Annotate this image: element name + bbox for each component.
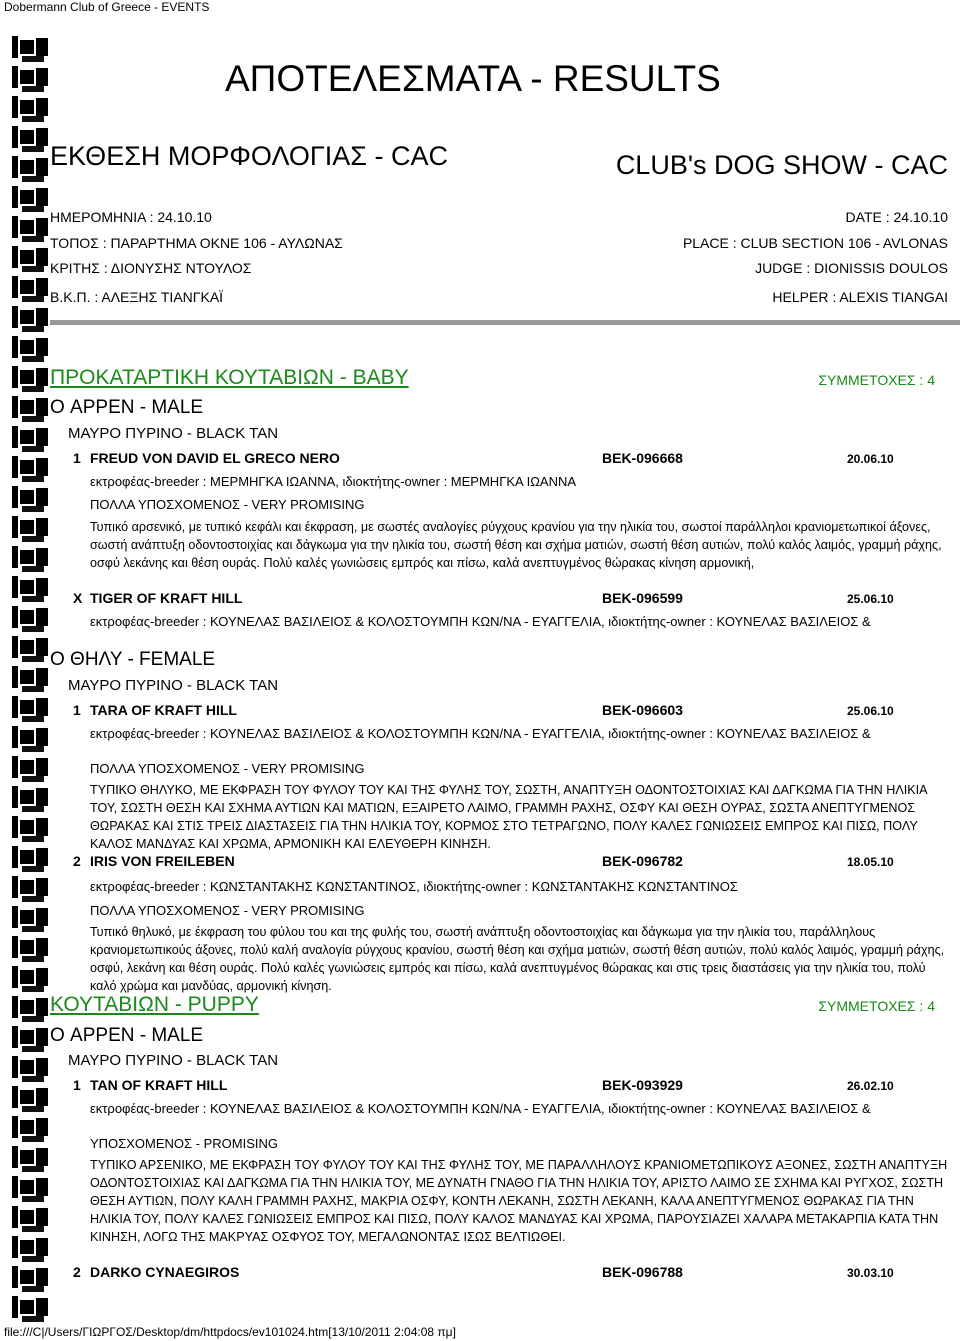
helper-greek: Β.Κ.Π. : ΑΛΕΞΗΣ ΤΙΑΝΓΚΑΪ	[50, 289, 224, 305]
sex-male-heading: O ΑΡΡΕΝ - MALE	[50, 1025, 204, 1046]
event-title-english: CLUB's DOG SHOW - CAC	[615, 150, 948, 180]
date-english: DATE : 24.10.10	[845, 209, 948, 225]
dog-rank: 2	[73, 853, 81, 869]
decorative-border	[10, 36, 52, 1326]
dog-rank: 1	[73, 702, 81, 718]
grade: ΠΟΛΛΑ ΥΠΟΣΧΟΜΕΝΟΣ - VERY PROMISING	[90, 761, 365, 776]
color-heading: ΜΑΥΡΟ ΠΥΡΙΝΟ - BLACK TAN	[68, 1052, 279, 1069]
breeder-owner: εκτροφέας-breeder : ΚΟΥΝΕΛΑΣ ΒΑΣΙΛΕΙΟΣ & ΚΟΛΟΣΤΟΥΜΠΗ ΚΩΝ/ΝΑ - ΕΥΑΓΓΕΛΙΑ, ιδιοκτήτης-owner : ΚΟΥΝΕΛΑΣ ΒΑΣΙΛΕΙΟΣ &	[90, 726, 871, 741]
breeder-owner: εκτροφέας-breeder : ΚΩΝΣΤΑΝΤΑΚΗΣ ΚΩΝΣΤΑΝΤΙΝΟΣ, ιδιοκτήτης-owner : ΚΩΝΣΤΑΝΤΑΚΗΣ ΚΩΝΣΤΑΝΤΙΝΟΣ	[90, 879, 738, 894]
dog-rank: 1	[73, 450, 81, 466]
dog-name: TAN OF KRAFT HILL	[90, 1077, 228, 1093]
sex-male-heading: O ΑΡΡΕΝ - MALE	[50, 397, 204, 418]
grade: ΠΟΛΛΑ ΥΠΟΣΧΟΜΕΝΟΣ - VERY PROMISING	[90, 497, 365, 512]
dog-registration: BEK-096788	[602, 1264, 683, 1280]
dog-registration: BEK-093929	[602, 1077, 683, 1093]
dog-rank: 2	[73, 1264, 81, 1280]
breeder-owner: εκτροφέας-breeder : ΚΟΥΝΕΛΑΣ ΒΑΣΙΛΕΙΟΣ & ΚΟΛΟΣΤΟΥΜΠΗ ΚΩΝ/ΝΑ - ΕΥΑΓΓΕΛΙΑ, ιδιοκτήτης-owner : ΚΟΥΝΕΛΑΣ ΒΑΣΙΛΕΙΟΣ &	[90, 614, 871, 629]
dog-birthdate: 26.02.10	[847, 1079, 894, 1093]
dog-name: DARKO CYNAEGIROS	[90, 1264, 240, 1280]
divider	[50, 320, 960, 325]
judge-greek: ΚΡΙΤΗΣ : ΔΙΟΝΥΣΗΣ ΝΤΟΥΛΟΣ	[50, 260, 252, 276]
category-title-baby: ΠΡΟΚΑΤΑΡΤΙΚΗ ΚΟΥΤΑΒΙΩΝ - BABY	[50, 366, 409, 389]
participants-puppy: ΣΥΜΜΕΤΟΧΕΣ : 4	[818, 998, 935, 1014]
color-heading: ΜΑΥΡΟ ΠΥΡΙΝΟ - BLACK TAN	[68, 677, 279, 694]
dog-name: FREUD VON DAVID EL GRECO NERO	[90, 450, 340, 466]
dog-birthdate: 30.03.10	[847, 1266, 894, 1280]
color-heading: ΜΑΥΡΟ ΠΥΡΙΝΟ - BLACK TAN	[68, 425, 279, 442]
place-greek: ΤΟΠΟΣ : ΠΑΡΑΡΤΗΜΑ ΟΚΝΕ 106 - ΑΥΛΩΝΑΣ	[50, 235, 343, 251]
dog-registration: BEK-096599	[602, 590, 683, 606]
dog-birthdate: 18.05.10	[847, 855, 894, 869]
dog-description: Τυπικό αρσενικό, με τυπικό κεφάλι και έκφραση, με σωστές αναλογίες ρύγχους κρανίου για την ηλικία του, σωστοί παράλληλοι κρανιομετωπικοί άξονες, σωστή ανάπτυξη οδοντοστοιχίας και δάγκωμα για την ηλικία του, σωστή θέση και σχήμα ματιών, σωστή θέση αυτιών, πολύ καλός λαιμός, γραμμή ράχης, οσφύ λεκάνης και θέση ουράς. Πολύ καλές γωνιώσεις εμπρός και πίσω, καλά ανεπτυγμένος θώρακας κίνηση αρμονική,	[90, 520, 942, 570]
dog-registration: BEK-096603	[602, 702, 683, 718]
file-path-footer: file:///C|/Users/ΓΙΩΡΓΟΣ/Desktop/dm/httpdocs/ev101024.htm[13/10/2011 2:04:08 πμ]	[4, 1325, 456, 1339]
page-header: Dobermann Club of Greece - EVENTS	[4, 0, 210, 14]
dog-description: ΤΥΠΙΚΟ ΑΡΣΕΝΙΚΟ, ΜΕ ΕΚΦΡΑΣΗ ΤΟΥ ΦΥΛΟΥ ΤΟΥ ΚΑΙ ΤΗΣ ΦΥΛΗΣ ΤΟΥ, ΜΕ ΠΑΡΑΛΛΗΛΟΥΣ ΚΡΑΝΙΟΜΕΤΩΠΙΚΟΥΣ ΑΞΟΝΕΣ, ΣΩΣΤΗ ΑΝΑΠΤΥΞΗ ΟΔΟΝΤΟΣΤΟΙΧΙΑΣ ΚΑΙ ΔΑΓΚΩΜΑ ΓΙΑ ΤΗΝ ΗΛΙΚΙΑ ΤΟΥ, ΜΕ ΔΥΝΑΤΗ ΓΝΑΘΟ ΓΙΑ ΤΗΝ ΗΛΙΚΙΑ ΤΟΥ, ΑΡΙΣΤΟ ΛΑΙΜΟ ΣΕ ΣΧΗΜΑ ΚΑΙ ΡΥΓΧΟΣ, ΣΩΣΤΗ ΘΕΣΗ ΑΥΤΙΩΝ, ΠΟΛΥ ΚΑΛΗ ΓΡΑΜΜΗ ΡΑΧΗΣ, ΜΑΚΡΙΑ ΟΣΦΥ, ΚΟΝΤΗ ΛΕΚΑΝΗ, ΣΩΣΤΗ ΛΕΚΑΝΗ, ΚΑΛΑ ΑΝΕΠΤΥΓΜΕΝΟΣ ΘΩΡΑΚΑΣ ΓΙΑ ΤΗΝ ΗΛΙΚΙΑ ΤΟΥ, ΠΟΛΥ ΚΑΛΕΣ ΓΩΝΙΩΣΕΙΣ ΕΜΠΡΟΣ ΚΑΙ ΠΙΣΩ, ΠΟΛΥ ΚΑΛΟΣ ΜΑΝΔΥΑΣ ΚΑΙ ΧΡΩΜΑ, ΠΑΡΟΥΣΙΑΖΕΙ ΧΑΛΑΡΑ ΜΕΤΑΚΑΡΠΙΑ ΚΑΤΑ ΤΗΝ ΚΙΝΗΣΗ, ΛΟΓΩ ΤΗΣ ΜΑΚΡΥΑΣ ΟΣΦΥΟΣ ΤΟΥ, ΜΕΓΑΛΩΝΟΝΤΑΣ ΙΣΩΣ ΒΕΛΤΙΩΘΕΙ.	[90, 1158, 948, 1244]
dog-birthdate: 25.06.10	[847, 704, 894, 718]
helper-english: HELPER : ALEXIS TIANGAI	[772, 289, 948, 305]
dog-birthdate: 25.06.10	[847, 592, 894, 606]
dog-registration: BEK-096782	[602, 853, 683, 869]
dog-birthdate: 20.06.10	[847, 452, 894, 466]
breeder-owner: εκτροφέας-breeder : ΚΟΥΝΕΛΑΣ ΒΑΣΙΛΕΙΟΣ & ΚΟΛΟΣΤΟΥΜΠΗ ΚΩΝ/ΝΑ - ΕΥΑΓΓΕΛΙΑ, ιδιοκτήτης-owner : ΚΟΥΝΕΛΑΣ ΒΑΣΙΛΕΙΟΣ &	[90, 1101, 871, 1116]
dog-registration: BEK-096668	[602, 450, 683, 466]
dog-rank: X	[73, 590, 83, 606]
dog-name: TIGER OF KRAFT HILL	[90, 590, 243, 606]
dog-name: TARA OF KRAFT HILL	[90, 702, 237, 718]
judge-english: JUDGE : DIONISSIS DOULOS	[755, 260, 948, 276]
breeder-owner: εκτροφέας-breeder : ΜΕΡΜΗΓΚΑ ΙΩΑΝΝΑ, ιδιοκτήτης-owner : ΜΕΡΜΗΓΚΑ ΙΩΑΝΝΑ	[90, 474, 577, 489]
dog-name: IRIS VON FREILEBEN	[90, 853, 235, 869]
page-title: ΑΠΟΤΕΛΕΣΜΑΤΑ - RESULTS	[225, 58, 721, 99]
sex-female-heading: O ΘΗΛΥ - FEMALE	[50, 649, 216, 670]
grade: ΠΟΛΛΑ ΥΠΟΣΧΟΜΕΝΟΣ - VERY PROMISING	[90, 903, 365, 918]
event-title-greek: ΕΚΘΕΣΗ ΜΟΡΦΟΛΟΓΙΑΣ - CAC	[50, 141, 448, 171]
dog-rank: 1	[73, 1077, 81, 1093]
dog-description: Τυπικό θηλυκό, με έκφραση του φύλου του και της φυλής του, σωστή ανάπτυξη οδοντοστοιχίας και δάγκωμα για την ηλικία του, παράλληλους κρανιομετωπικούς άξονες, πολύ καλή αναλογία ρύγχους κρανίου, σωστή θέση και σχήμα ματιών, σωστή θέση αυτιών, πολύ καλός λαιμός, γραμμή ράχης, οσφύ, λεκάνη και θέση ουράς. Πολύ καλές γωνιώσεις εμπρός και πίσω, καλά ανεπτυγμένος θώρακας και στις τρεις διαστάσεις για την ηλικία του, πολύ καλό χρώμα και μανδύας, αρμονική κίνηση.	[90, 925, 945, 993]
category-title-puppy: ΚΟΥΤΑΒΙΩΝ - PUPPY	[50, 993, 259, 1016]
place-english: PLACE : CLUB SECTION 106 - AVLONAS	[682, 235, 948, 251]
date-greek: ΗΜΕΡΟΜΗΝΙΑ : 24.10.10	[50, 209, 212, 225]
dog-description: ΤΥΠΙΚΟ ΘΗΛΥΚΟ, ΜΕ ΕΚΦΡΑΣΗ ΤΟΥ ΦΥΛΟΥ ΤΟΥ ΚΑΙ ΤΗΣ ΦΥΛΗΣ ΤΟΥ, ΣΩΣΤΗ, ΑΝΑΠΤΥΞΗ ΟΔΟΝΤΟΣΤΟΙΧΙΑΣ ΚΑΙ ΔΑΓΚΩΜΑ ΓΙΑ ΤΗΝ ΗΛΙΚΙΑ ΤΟΥ, ΣΩΣΤΗ ΘΕΣΗ ΚΑΙ ΣΧΗΜΑ ΑΥΤΙΩΝ ΚΑΙ ΜΑΤΙΩΝ, ΕΞΑΙΡΕΤΟ ΛΑΙΜΟ, ΓΡΑΜΜΗ ΡΑΧΗΣ, ΟΣΦΥ ΚΑΙ ΘΕΣΗ ΟΥΡΑΣ, ΣΩΣΤΑ ΑΝΕΠΤΥΓΜΕΝΟΣ ΘΩΡΑΚΑΣ ΚΑΙ ΣΤΙΣ ΤΡΕΙΣ ΔΙΑΣΤΑΣΕΙΣ ΓΙΑ ΤΗΝ ΗΛΙΚΙΑ ΤΟΥ, ΚΟΡΜΟΣ ΣΤΟ ΤΕΤΡΑΓΩΝΟ, ΠΟΛΥ ΚΑΛΕΣ ΓΩΝΙΩΣΕΙΣ ΕΜΠΡΟΣ ΚΑΙ ΠΙΣΩ, ΠΟΛΥ ΚΑΛΟΣ ΜΑΝΔΥΑΣ ΚΑΙ ΧΡΩΜΑ, ΑΡΜΟΝΙΚΗ ΚΑΙ ΕΛΕΥΘΕΡΗ ΚΙΝΗΣΗ.	[90, 783, 927, 851]
grade: ΥΠΟΣΧΟΜΕΝΟΣ - PROMISING	[90, 1136, 278, 1151]
participants-baby: ΣΥΜΜΕΤΟΧΕΣ : 4	[818, 372, 935, 388]
